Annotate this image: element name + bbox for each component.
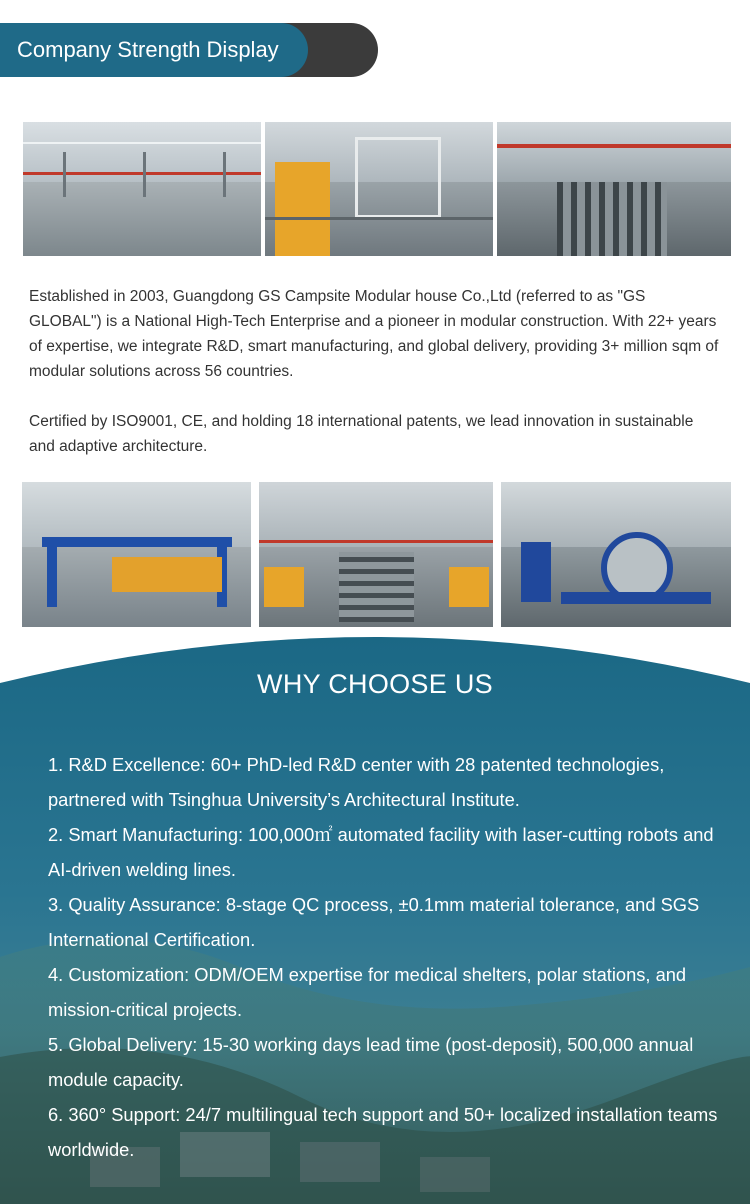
gantry-machine-photo bbox=[22, 482, 251, 627]
why-list bbox=[48, 747, 728, 1167]
why-item-support: 6. 360° Support: 24/7 multilingual tech support and 50+ localized installation teams worldwide. bbox=[48, 1104, 718, 1160]
company-description: Established in 2003, Guangdong GS Campsite Modular house Co.,Ltd (referred to as "GS GLOBAL") is a National High-Tech Enterprise and a pioneer in modular construction. With 22+ years of expertise, we integrate R&D, smart manufacturing, and global delivery, providing 3+ million sqm of modular solutions across 56 countries. bbox=[29, 288, 719, 380]
production-line-photo bbox=[497, 122, 731, 256]
section-header bbox=[0, 23, 378, 77]
certification-description: Certified by ISO9001, CE, and holding 18 international patents, we lead innovation in sustainable and adaptive architecture. bbox=[29, 413, 694, 455]
assembly-line-photo bbox=[265, 122, 493, 256]
why-item-manufacturing: 2. Smart Manufacturing: 100,000㎡ automated facility with laser-cutting robots and AI-driven welding lines. bbox=[48, 824, 714, 880]
why-item-rd: 1. R&D Excellence: 60+ PhD-led R&D center with 28 patented technologies, partnered with Tsinghua University’s Architectural Institute. bbox=[48, 754, 665, 810]
why-title: WHY CHOOSE US bbox=[257, 669, 493, 699]
welding-line-photo bbox=[259, 482, 493, 627]
factory-warehouse-photo bbox=[23, 122, 261, 256]
why-item-quality: 3. Quality Assurance: 8-stage QC process, ±0.1mm material tolerance, and SGS International Certification. bbox=[48, 894, 700, 950]
section-title: Company Strength Display bbox=[17, 37, 279, 62]
why-item-delivery: 5. Global Delivery: 15-30 working days lead time (post-deposit), 500,000 annual module capacity. bbox=[48, 1034, 694, 1090]
why-choose-us-section bbox=[0, 627, 750, 1204]
why-item-customization: 4. Customization: ODM/OEM expertise for medical shelters, polar stations, and mission-critical projects. bbox=[48, 964, 687, 1020]
coil-machine-photo bbox=[501, 482, 731, 627]
